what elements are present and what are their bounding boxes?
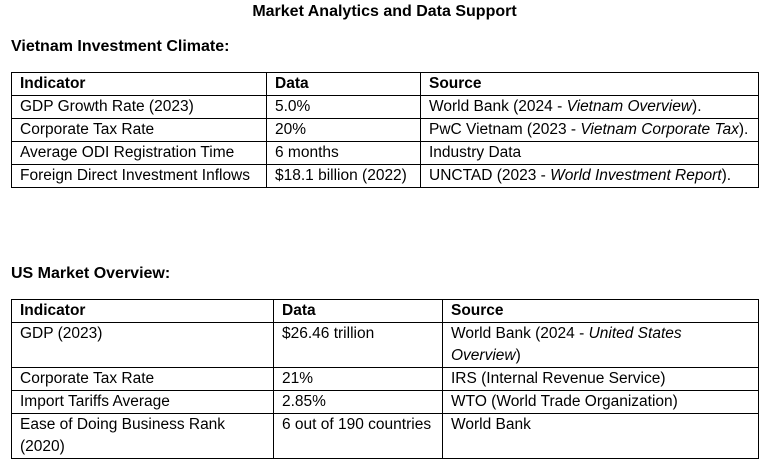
source-cell: Industry Data	[421, 142, 759, 165]
data-cell: $18.1 billion (2022)	[267, 165, 421, 188]
table-row	[12, 165, 759, 188]
indicator-cell: Foreign Direct Investment Inflows	[12, 165, 267, 188]
source-cell: PwC Vietnam (2023 - Vietnam Corporate Tax).	[421, 119, 759, 142]
indicator-cell: GDP (2023)	[12, 323, 274, 368]
data-cell: 6 months	[267, 142, 421, 165]
table-row	[12, 96, 759, 119]
document-title: Market Analytics and Data Support	[252, 3, 517, 20]
source-cell: World Bank	[443, 414, 759, 459]
us-market-table	[11, 299, 759, 459]
us-section-heading: US Market Overview:	[11, 265, 171, 282]
indicator-cell: Import Tariffs Average	[12, 391, 274, 414]
data-cell: 6 out of 190 countries	[274, 414, 443, 459]
column-header-indicator: Indicator	[12, 73, 267, 96]
table-row	[12, 368, 759, 391]
source-cell: World Bank (2024 - United States Overview)	[443, 323, 759, 368]
data-cell: 20%	[267, 119, 421, 142]
source-cell: IRS (Internal Revenue Service)	[443, 368, 759, 391]
table-header-row	[12, 300, 759, 323]
column-header-source: Source	[443, 300, 759, 323]
data-cell: 2.85%	[274, 391, 443, 414]
column-header-data: Data	[274, 300, 443, 323]
table-row	[12, 142, 759, 165]
source-cell: UNCTAD (2023 - World Investment Report).	[421, 165, 759, 188]
table-header-row	[12, 73, 759, 96]
indicator-cell: Average ODI Registration Time	[12, 142, 267, 165]
table-row	[12, 323, 759, 368]
source-cell: WTO (World Trade Organization)	[443, 391, 759, 414]
column-header-source: Source	[421, 73, 759, 96]
data-cell: $26.46 trillion	[274, 323, 443, 368]
data-cell: 5.0%	[267, 96, 421, 119]
indicator-cell: Ease of Doing Business Rank (2020)	[12, 414, 274, 459]
column-header-indicator: Indicator	[12, 300, 274, 323]
indicator-cell: Corporate Tax Rate	[12, 368, 274, 391]
table-row	[12, 391, 759, 414]
indicator-cell: GDP Growth Rate (2023)	[12, 96, 267, 119]
vietnam-investment-table	[11, 72, 759, 188]
table-row	[12, 414, 759, 459]
table-row	[12, 119, 759, 142]
vietnam-section-heading: Vietnam Investment Climate:	[11, 38, 230, 55]
column-header-data: Data	[267, 73, 421, 96]
source-cell: World Bank (2024 - Vietnam Overview).	[421, 96, 759, 119]
indicator-cell: Corporate Tax Rate	[12, 119, 267, 142]
data-cell: 21%	[274, 368, 443, 391]
